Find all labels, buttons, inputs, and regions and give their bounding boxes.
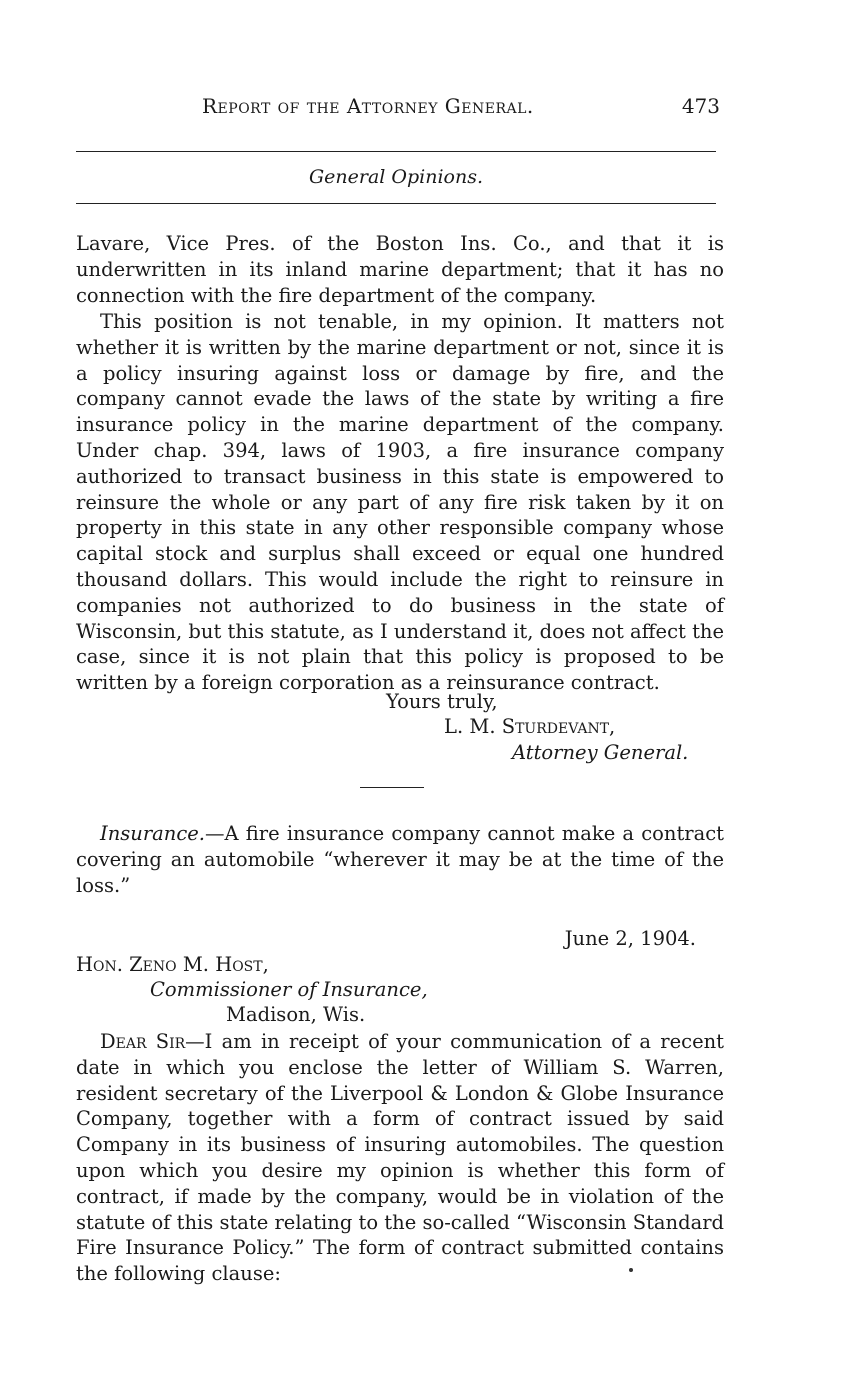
addressee-title: Commissioner of Insurance,	[150, 978, 428, 1001]
page-number: 473	[681, 94, 720, 118]
opinion-two-body	[76, 1029, 724, 1287]
header-rule-bottom	[76, 203, 716, 204]
addressee-name: Hon. Zeno M. Host,	[76, 953, 269, 976]
addressee-place: Madison, Wis.	[226, 1003, 366, 1026]
print-speck	[629, 1268, 633, 1272]
opinion-one-continuation: Lavare, Vice Pres. of the Boston Ins. Co., and that it is underwritten in its inland marine department; that it has no connection with the fire department of the company.	[76, 232, 724, 307]
running-title: Report of the Attorney General.	[202, 94, 534, 118]
opinion-one-body: This position is not tenable, in my opinion. It matters not whether it is written by the marine department or not, since it is a policy insuring against loss or damage by fire, and the company cannot evade the laws of the state by writing a fire insurance policy in the marine department of the company. Under chap. 394, laws of 1903, a fire insurance company authorized to transact business in this state is empowered to reinsure the whole or any part of any fire risk taken by it on property in this state in any other responsible company whose capital stock and surplus shall exceed or equal one hundred thousand dollars. This would include the right to reinsure in companies not authorized to do business in the state of Wisconsin, but this statute, as I understand it, does not affect the case, since it is not plain that this policy is proposed to be written by a foreign corporation as a reinsurance contract.	[76, 310, 724, 695]
header-rule-top	[76, 151, 716, 152]
signer-name: L. M. Sturdevant,	[444, 715, 616, 738]
headnote-text: —A fire insurance company cannot make a contract covering an automobile “wherever it may be at the time of the loss.”	[76, 822, 724, 897]
headnote-topic: Insurance.	[100, 822, 205, 845]
letter-date: June 2, 1904.	[564, 927, 696, 950]
letter-body-text: —I am in receipt of your communication of a recent date in which you enclose the letter of William S. Warren, resident secretary of the Liverpool & London & Globe Insurance Company, together with a form of contract issued by said Company in its business of insuring automobiles. The question upon which you desire my opinion is whether this form of contract, if made by the company, would be in violation of the statute of this state relating to the so-called “Wisconsin Standard Fire Insurance Policy.” The form of contract submitted contains the following clause:	[76, 1030, 725, 1286]
closing-yours-truly: Yours truly,	[386, 690, 498, 713]
section-heading: General Opinions.	[308, 166, 484, 188]
opinion-two-headnote	[76, 821, 724, 898]
salutation: Dear Sir	[100, 1030, 186, 1053]
opinion-separator	[360, 787, 424, 788]
signer-title: Attorney General.	[512, 741, 689, 764]
running-head	[76, 94, 724, 124]
